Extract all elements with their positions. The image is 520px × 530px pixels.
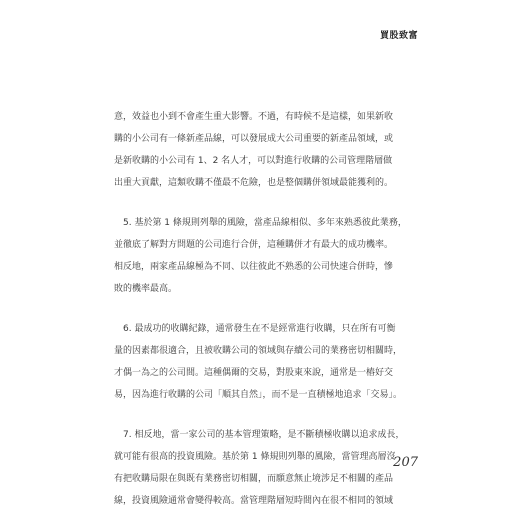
text-line: 相反地，兩家產品線極為不同、以往彼此不熟悉的公司快速合併時，慘 (114, 262, 394, 272)
text-line: 易，因為進行收購的公司「順其自然」，而不是一直積極地追求「交易」。 (114, 390, 403, 400)
text-line: 就可能有很高的投資風險。基於第 1 條規則列舉的風險，當管理高層沒 (114, 452, 396, 462)
text-line: 有把收購局限在與既有業務密切相關，而願意無止境涉足不相關的產品 (114, 474, 394, 484)
text-line: 6. 最成功的收購紀錄，通常發生在不是經常進行收購，只在所有可衡 (123, 324, 396, 334)
text-line: 是新收購的小公司有 1、2 名人才，可以對進行收購的公司管理階層做 (114, 156, 393, 166)
text-line: 量的因素都很適合，且被收購公司的領域與存續公司的業務密切相關時， (114, 346, 403, 356)
text-line: 購的小公司有一條新產品線，可以發展成大公司重要的新產品領域，或 (114, 134, 394, 144)
text-line: 並徹底了解對方問題的公司進行合併，這種購併才有最大的成功機率。 (114, 240, 394, 250)
paragraph-rule-7 (114, 424, 407, 512)
paragraph-continuation (114, 106, 407, 194)
page-number: 207 (393, 455, 418, 470)
text-line: 5. 基於第 1 條規則列舉的風險，當產品線相似、多年來熟悉彼此業務， (123, 218, 407, 228)
text-line: 線，投資風險通常會變得較高。當管理階層短時間內在很不相同的領域 (114, 496, 394, 506)
paragraph-rule-5 (114, 212, 407, 300)
running-header: 買股致富 (379, 31, 418, 41)
body-text (114, 106, 407, 530)
text-line: 出重大貢獻，這類收購不僅最不危險，也是整個購併領域最能獲利的。 (114, 178, 394, 188)
paragraph-rule-6 (114, 318, 407, 406)
text-line: 敗的機率最高。 (114, 284, 178, 294)
text-line: 意，效益也小到不會產生重大影響。不過，有時候不是這樣，如果新收 (114, 112, 394, 122)
text-line: 才偶一為之的公司間。這種偶爾的交易，對股東來說，通常是一樁好交 (114, 368, 394, 378)
text-line: 7. 相反地，當一家公司的基本管理策略，是不斷積極收購以追求成長， (123, 430, 405, 440)
